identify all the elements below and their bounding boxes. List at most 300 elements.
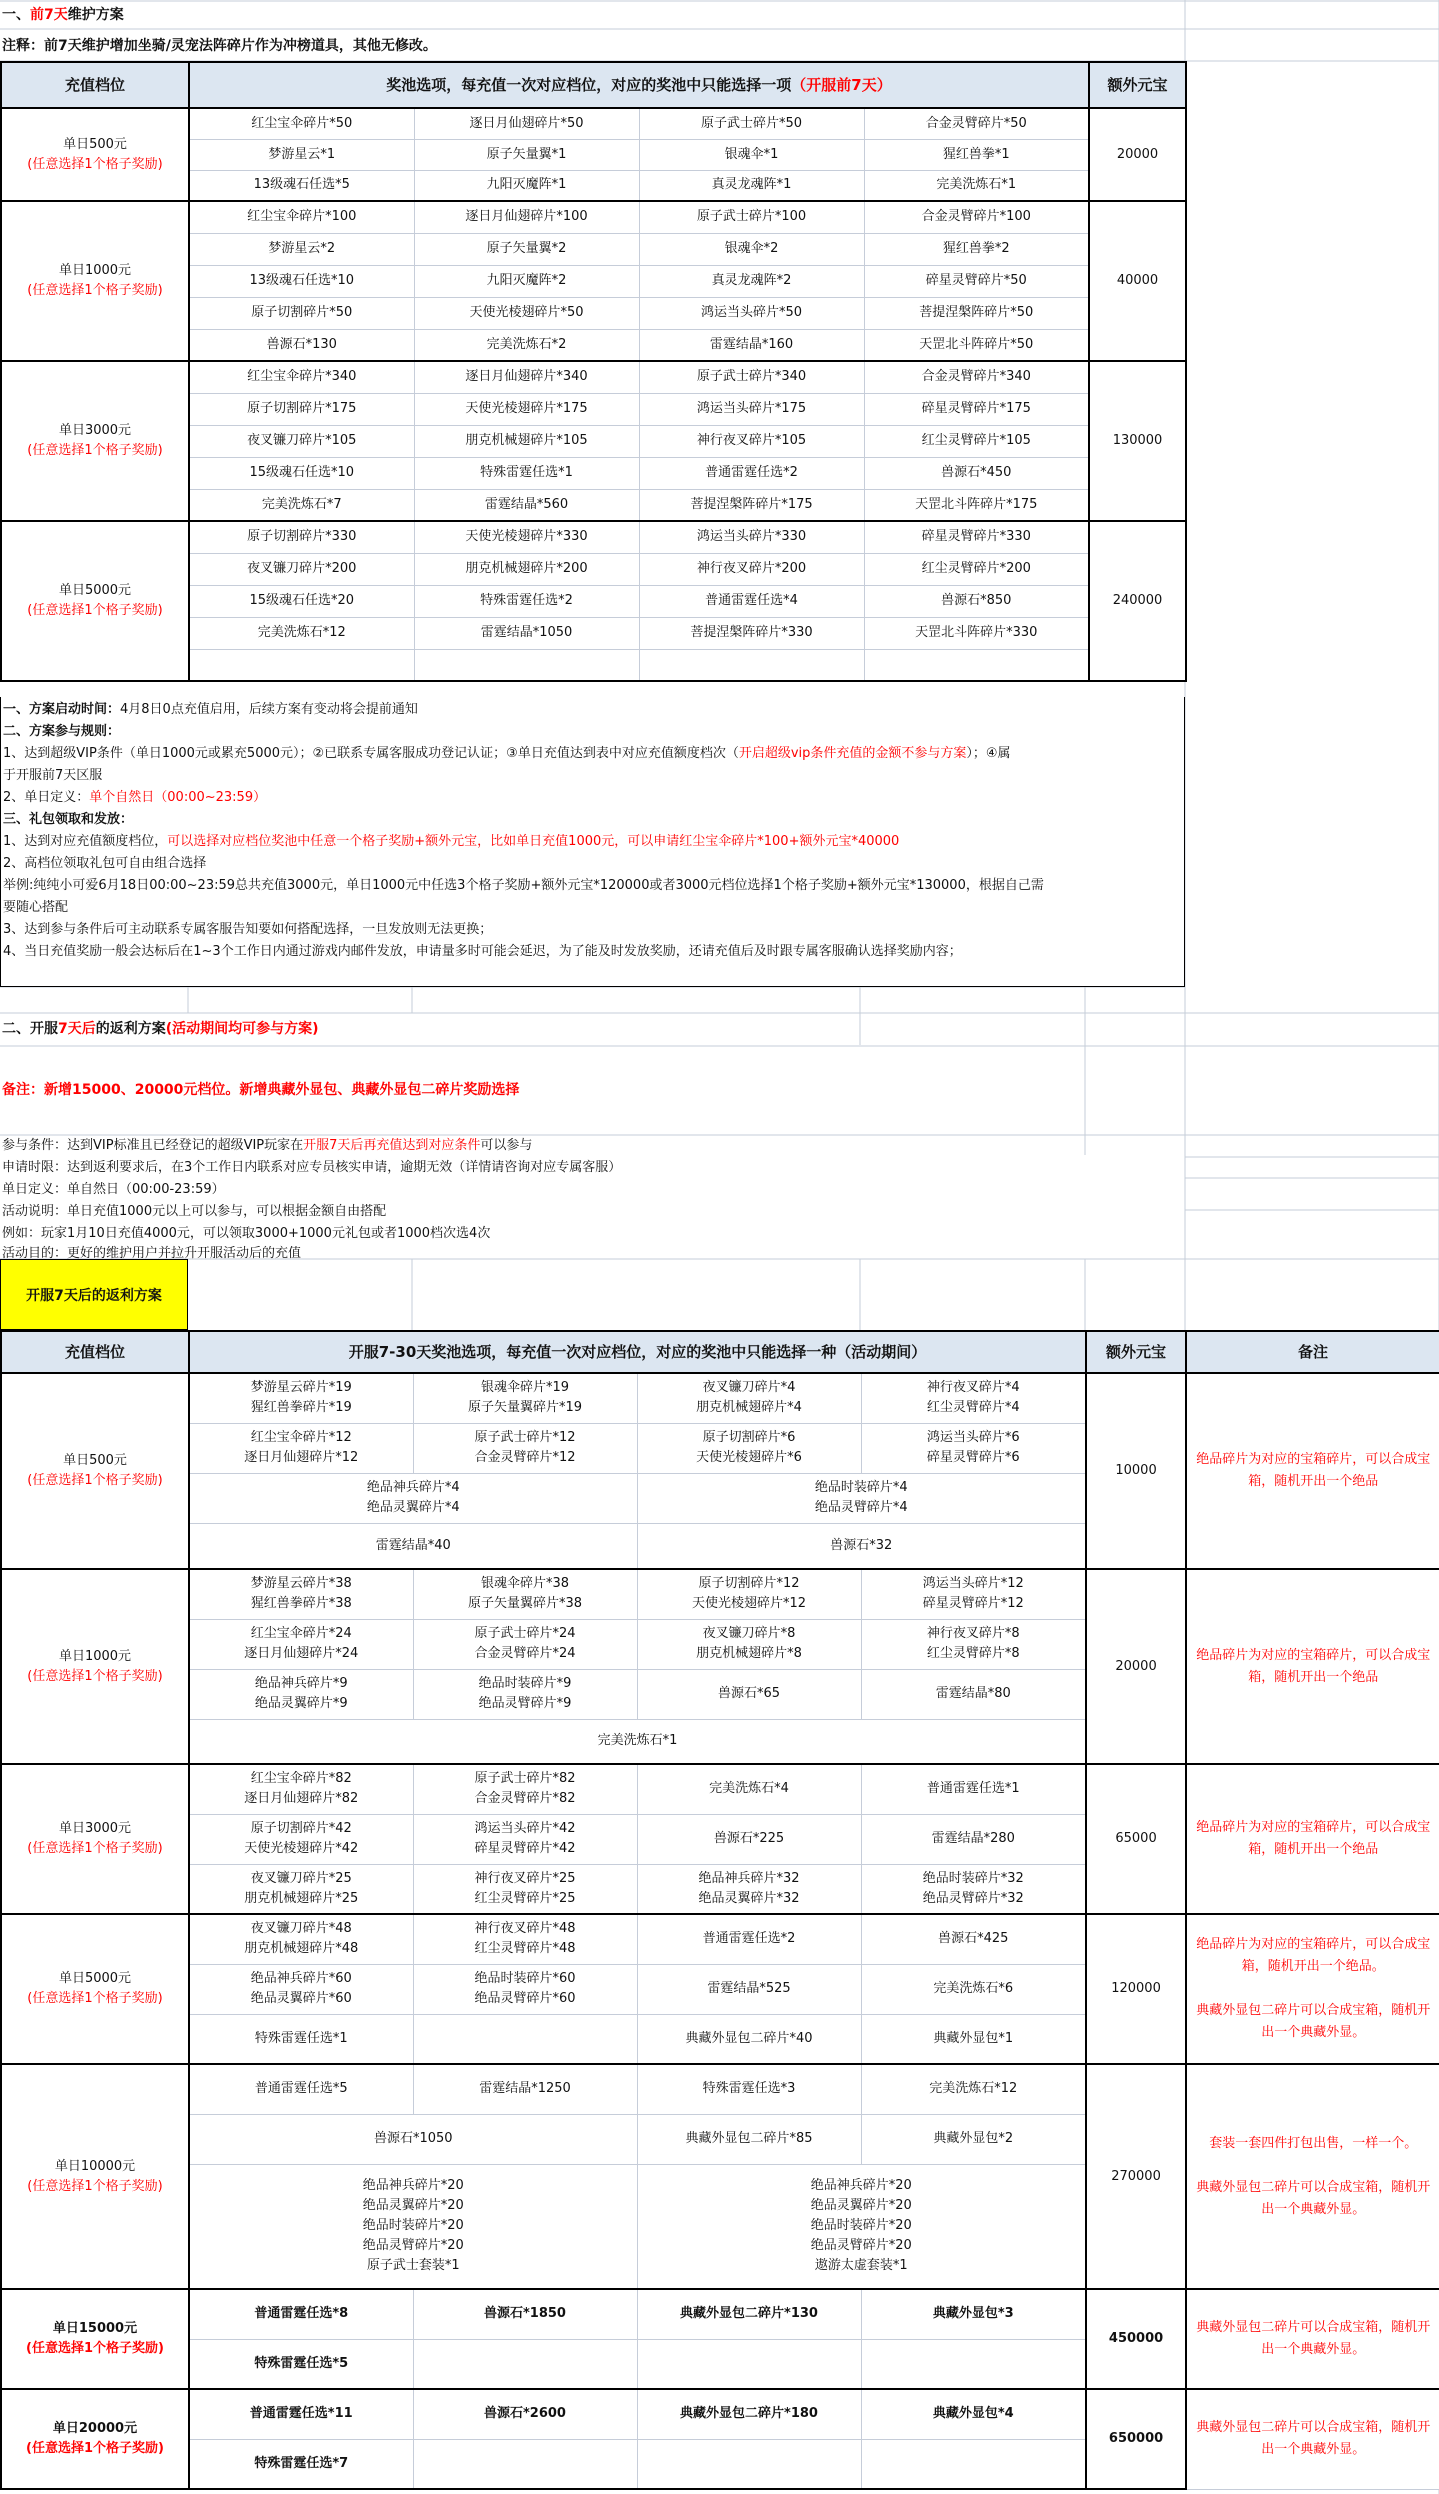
- tier-label: 单日10000元: [54, 2158, 136, 2174]
- reward-cell: 红尘灵臂碎片*105: [864, 425, 1089, 457]
- reward-cell: 天罡北斗阵碎片*330: [864, 617, 1089, 649]
- reward-cell: 朋克机械翅碎片*105: [414, 425, 639, 457]
- reward-item: 神行夜叉碎片*48: [474, 1921, 576, 1937]
- reward-cell: 红尘宝伞碎片*340: [189, 361, 414, 393]
- reward-cell: [413, 2339, 637, 2389]
- reward-item: 碎星灵臂碎片*42: [474, 1841, 576, 1856]
- rule-launch-label: 一、方案启动时间：: [3, 702, 121, 717]
- tier-sub-label: (任意选择1个格子奖励): [27, 283, 163, 298]
- reward-item: 完美洗炼石*4: [709, 1781, 789, 1797]
- reward-cell: [189, 1669, 413, 1719]
- tier-sub-label: (任意选择1个格子奖励): [27, 443, 163, 458]
- reward-item: 雷霆结晶*40: [375, 1537, 451, 1553]
- reward-item: 绝品灵翼碎片*20: [810, 2198, 912, 2214]
- reward-item: 绝品时装碎片*4: [814, 1480, 908, 1495]
- table-row: [1, 1764, 1439, 1814]
- reward-item: 绝品时装碎片*32: [922, 1870, 1024, 1886]
- reward-cell: 特殊雷霆任选*2: [414, 585, 639, 617]
- reward-cell: [861, 1814, 1086, 1864]
- tier-cell: [1, 201, 189, 361]
- reward-cell: [189, 2014, 413, 2064]
- reward-cell: 普通雷霆任选*8: [189, 2289, 413, 2339]
- reward-item: 红尘灵臂碎片*48: [474, 1941, 576, 1957]
- note-text: 绝品碎片为对应的宝箱碎片，可以合成宝箱，随机开出一个绝品。: [1196, 1937, 1431, 1974]
- reward-cell: [861, 1669, 1086, 1719]
- rule-example-cont: 要随心搭配: [3, 900, 69, 915]
- reward-item: 碎星灵臂碎片*6: [926, 1450, 1020, 1465]
- section1-title-highlight: 前7天: [30, 7, 68, 23]
- reward-item: 逐日月仙翅碎片*82: [244, 1791, 359, 1807]
- tier-label: 单日3000元: [58, 1821, 132, 1836]
- reward-cell: 典藏外显包*2: [861, 2114, 1086, 2164]
- reward-cell: 完美洗炼石*12: [861, 2064, 1086, 2114]
- rule-launch-text: 4月8日0点充值启用，后续方案有变动将会提前通知: [120, 702, 418, 717]
- reward-cell: 特殊雷霆任选*3: [637, 2064, 861, 2114]
- section2-description: 活动说明：单日充值1000元以上可以参与，可以根据金额自由搭配: [2, 1204, 387, 1219]
- reward-item: 原子切割碎片*6: [702, 1430, 796, 1445]
- reward-cell: [637, 1423, 861, 1473]
- reward-cell: 碎星灵臂碎片*175: [864, 393, 1089, 425]
- reward-cell: 菩提涅槃阵碎片*175: [639, 489, 864, 521]
- header-pool-text: 奖池选项，每充值一次对应档位，对应的奖池中只能选择一项: [386, 76, 792, 94]
- reward-cell: 雷霆结晶*160: [639, 329, 864, 361]
- reward-cell: 典藏外显包*4: [861, 2389, 1086, 2439]
- reward-item: 红尘宝伞碎片*82: [250, 1771, 352, 1787]
- reward-cell: [413, 1423, 637, 1473]
- reward-cell: 红尘灵臂碎片*200: [864, 553, 1089, 585]
- reward-item: 绝品灵臂碎片*9: [478, 1696, 572, 1711]
- reward-cell: 典藏外显包*3: [861, 2289, 1086, 2339]
- header-pool: [189, 62, 1089, 108]
- reward-cell: [861, 1619, 1086, 1669]
- reward-cell: 15级魂石任选*20: [189, 585, 414, 617]
- reward-item: 红尘灵臂碎片*4: [926, 1400, 1020, 1416]
- reward-cell: 鸿运当头碎片*330: [639, 521, 864, 553]
- rule-vip-b: ）；④属: [966, 746, 1011, 761]
- reward-cell: [189, 1814, 413, 1864]
- reward-item: 兽源石*225: [713, 1831, 785, 1846]
- reward-cell: 真灵龙魂阵*1: [639, 170, 864, 201]
- reward-item: 天使光棱翅碎片*12: [691, 1596, 807, 1612]
- section1-title-suffix: 维护方案: [67, 7, 124, 23]
- reward-cell: 完美洗炼石*7: [189, 489, 414, 521]
- rule-distribution-heading: 三、礼包领取和发放：: [3, 812, 134, 827]
- reward-cell: 特殊雷霆任选*7: [189, 2439, 413, 2489]
- section1-title-prefix: 一、: [2, 7, 30, 23]
- reward-cell: 原子切割碎片*330: [189, 521, 414, 553]
- bonus-cell: 270000: [1086, 2064, 1186, 2289]
- reward-cell: 银魂伞*2: [639, 233, 864, 265]
- reward-item: 原子矢量翼碎片*38: [467, 1596, 583, 1612]
- reward-cell: [861, 1569, 1086, 1619]
- table-row: [1, 108, 1186, 139]
- tier-cell: [1, 1914, 189, 2064]
- reward-item: 绝品神兵碎片*32: [698, 1870, 800, 1886]
- note-cell: [1186, 1569, 1439, 1764]
- reward-cell: 猩红兽拳*2: [864, 233, 1089, 265]
- reward-cell: 原子切割碎片*175: [189, 393, 414, 425]
- reward-set-cell: [189, 2164, 637, 2289]
- reward-cell: 原子矢量翼*1: [414, 139, 639, 170]
- header-bonus: 额外元宝: [1086, 1331, 1186, 1373]
- reward-item: 绝品神兵碎片*20: [810, 2178, 912, 2194]
- reward-cell: 碎星灵臂碎片*330: [864, 521, 1089, 553]
- reward-cell: 神行夜叉碎片*200: [639, 553, 864, 585]
- rule-distribution-4: 4、当日充值奖励一般会达标后在1~3个工作日内通过游戏内邮件发放，申请量多时可能会延迟，为了能及时发放奖励，还请充值后及时跟专属客服确认选择奖励内容；: [3, 944, 962, 959]
- reward-item: 兽源石*425: [938, 1931, 1009, 1947]
- reward-cell: 合金灵臂碎片*50: [864, 108, 1089, 139]
- note-text: 绝品碎片为对应的宝箱碎片，可以合成宝箱，随机开出一个绝品: [1196, 1820, 1431, 1857]
- header-tier: 充值档位: [1, 1331, 189, 1373]
- reward-cell: [637, 2439, 861, 2489]
- rule-launch-time: [3, 699, 418, 721]
- reward-item: 遨游太虚套装*1: [814, 2258, 908, 2274]
- reward-cell: [189, 1764, 413, 1814]
- tier-label: 单日500元: [63, 136, 127, 152]
- reward-cell: [637, 1619, 861, 1669]
- tier-sub-label: (任意选择1个格子奖励): [27, 1841, 163, 1856]
- reward-item: 绝品灵翼碎片*60: [250, 1991, 352, 2006]
- reward-cell: [637, 2014, 861, 2064]
- reward-item: 碎星灵臂碎片*12: [922, 1596, 1024, 1612]
- reward-cell: 原子武士碎片*100: [639, 201, 864, 233]
- reward-item: 猩红兽拳碎片*19: [250, 1400, 352, 1416]
- reward-cell: [861, 2014, 1086, 2064]
- reward-item: 原子矢量翼碎片*19: [467, 1400, 583, 1416]
- reward-cell: [413, 1619, 637, 1669]
- tier-cell: [1, 2289, 189, 2389]
- rule-vip-condition: [3, 743, 1011, 765]
- reward-item: 原子武士碎片*12: [474, 1430, 576, 1445]
- reward-cell: 天罡北斗阵碎片*50: [864, 329, 1089, 361]
- table-row: [1, 201, 1186, 233]
- tier-sub-label: (任意选择1个格子奖励): [27, 1991, 163, 2006]
- table-row: [1, 521, 1186, 553]
- reward-cell: 红尘宝伞碎片*100: [189, 201, 414, 233]
- tier-cell: [1, 2064, 189, 2289]
- condition-red: 开服7天后再充值达到对应条件: [303, 1138, 481, 1153]
- note-cell: [1186, 2389, 1439, 2489]
- note-text-2: 典藏外显包二碎片可以合成宝箱，随机开出一个典藏外显。: [1196, 2003, 1431, 2040]
- reward-cell: [189, 649, 414, 681]
- header-pool-highlight: （开服前7天）: [791, 76, 892, 94]
- reward-cell: [413, 1864, 637, 1914]
- reward-cell: [637, 1864, 861, 1914]
- reward-item: 普通雷霆任选*1: [926, 1781, 1020, 1797]
- bonus-cell: 40000: [1089, 201, 1186, 361]
- reward-cell: [413, 1669, 637, 1719]
- section2-purpose: 活动目的：更好的维护用户并拉升开服活动后的充值: [2, 1246, 302, 1259]
- reward-item: 绝品灵翼碎片*20: [362, 2198, 464, 2214]
- reward-cell: 红尘宝伞碎片*50: [189, 108, 414, 139]
- reward-item: 朋克机械翅碎片*8: [696, 1646, 802, 1661]
- reward-cell: [413, 2439, 637, 2489]
- reward-cell: [637, 1523, 1086, 1569]
- rule-vip-red: 开启超级vip条件充值的金额不参与方案: [738, 746, 967, 761]
- section2-remark: 备注：新增15000、20000元档位。新增典藏外显包、典藏外显包二碎片奖励选择: [2, 1082, 520, 1098]
- reward-cell: 兽源石*450: [864, 457, 1089, 489]
- note-text: 典藏外显包二碎片可以合成宝箱，随机开出一个典藏外显。: [1196, 2420, 1431, 2458]
- reward-item: 绝品灵翼碎片*9: [254, 1696, 348, 1711]
- reward-cell: [189, 1914, 413, 1964]
- reward-item: 红尘灵臂碎片*8: [926, 1646, 1020, 1661]
- bonus-cell: 240000: [1089, 521, 1186, 681]
- header-pool: 开服7-30天奖池选项，每充值一次对应档位，对应的奖池中只能选择一种（活动期间）: [189, 1331, 1086, 1373]
- reward-cell: 天使光棱翅碎片*330: [414, 521, 639, 553]
- rule-vip-condition-cont: 于开服前7天区服: [3, 768, 103, 783]
- bonus-cell: 650000: [1086, 2389, 1186, 2489]
- section2-yellow-label: 开服7天后的返利方案: [0, 1259, 188, 1330]
- tier-cell: [1, 2389, 189, 2489]
- reward-cell: 逐日月仙翅碎片*50: [414, 108, 639, 139]
- table-row: [1, 2064, 1439, 2114]
- reward-cell: 真灵龙魂阵*2: [639, 265, 864, 297]
- reward-cell: [413, 1814, 637, 1864]
- reward-item: 绝品灵臂碎片*4: [814, 1500, 908, 1515]
- note-cell: [1186, 1914, 1439, 2064]
- tier-label: 单日5000元: [58, 583, 132, 598]
- reward-cell: 雷霆结晶*1050: [414, 617, 639, 649]
- rule-day-label: 2、单日定义：: [3, 790, 90, 805]
- tier-label: 单日3000元: [58, 423, 132, 438]
- rule-distribution-2: 2、高档位领取礼包可自由组合选择: [3, 856, 207, 871]
- reward-cell: 特殊雷霆任选*1: [414, 457, 639, 489]
- section1-title: [2, 4, 124, 26]
- tier-label: 单日20000元: [52, 2421, 138, 2436]
- reward-cell: [637, 1373, 861, 1423]
- reward-cell: 菩提涅槃阵碎片*330: [639, 617, 864, 649]
- bonus-cell: 65000: [1086, 1764, 1186, 1914]
- reward-item: 朋克机械翅碎片*48: [244, 1941, 359, 1957]
- tier-cell: [1, 521, 189, 681]
- reward-item: 普通雷霆任选*2: [702, 1931, 796, 1947]
- reward-item: 绝品神兵碎片*4: [366, 1480, 460, 1495]
- reward-item: 完美洗炼石*6: [933, 1981, 1014, 1996]
- note-cell: [1186, 2289, 1439, 2389]
- reward-item: 朋克机械翅碎片*25: [244, 1890, 359, 1906]
- table-row: [1, 2389, 1439, 2439]
- note-cell: [1186, 1373, 1439, 1569]
- tier-sub-label: (任意选择1个格子奖励): [27, 2178, 163, 2194]
- bonus-cell: 130000: [1089, 361, 1186, 521]
- reward-cell: 兽源石*2600: [413, 2389, 637, 2439]
- reward-cell: [189, 1473, 637, 1523]
- note-cell: [1186, 2064, 1439, 2289]
- reward-cell: [189, 1523, 637, 1569]
- table-row: [1, 1914, 1439, 1964]
- reward-cell: 典藏外显包二碎片*130: [637, 2289, 861, 2339]
- header-bonus: 额外元宝: [1089, 62, 1186, 108]
- reward-cell: [413, 1914, 637, 1964]
- condition-a: 参与条件：达到VIP标准且已经登记的超级VIP玩家在: [2, 1138, 304, 1153]
- rule-day-value: 单个自然日（00:00~23:59）: [89, 790, 267, 805]
- reward-cell: [413, 2014, 637, 2064]
- reward-item: 红尘宝伞碎片*24: [250, 1626, 352, 1641]
- reward-cell: 原子武士碎片*50: [639, 108, 864, 139]
- reward-item: 绝品灵臂碎片*20: [810, 2238, 912, 2254]
- reward-item: 夜叉镰刀碎片*4: [702, 1380, 796, 1396]
- table-row: [1, 1569, 1439, 1619]
- reward-cell: 普通雷霆任选*11: [189, 2389, 413, 2439]
- reward-item: 鸿运当头碎片*12: [922, 1576, 1024, 1592]
- section2-title-highlight: 7天后: [58, 1021, 96, 1037]
- reward-cell: 雷霆结晶*560: [414, 489, 639, 521]
- reward-cell: [637, 2339, 861, 2389]
- reward-item: 绝品灵臂碎片*32: [922, 1890, 1024, 1906]
- reward-cell: [637, 1669, 861, 1719]
- reward-cell: [861, 1764, 1086, 1814]
- reward-cell: [861, 2439, 1086, 2489]
- reward-item: 雷霆结晶*80: [935, 1686, 1011, 1701]
- reward-item: 绝品神兵碎片*20: [362, 2178, 464, 2194]
- reward-cell: 天使光棱翅碎片*175: [414, 393, 639, 425]
- rule-day-definition: [3, 787, 266, 809]
- reward-item: 兽源石*65: [717, 1686, 781, 1701]
- reward-cell: 原子切割碎片*50: [189, 297, 414, 329]
- reward-item: 夜叉镰刀碎片*8: [702, 1626, 796, 1641]
- note-text: 绝品碎片为对应的宝箱碎片，可以合成宝箱，随机开出一个绝品: [1196, 1647, 1431, 1685]
- reward-item: 猩红兽拳碎片*38: [250, 1596, 352, 1612]
- reward-cell: 普通雷霆任选*4: [639, 585, 864, 617]
- tier-sub-label: (任意选择1个格子奖励): [27, 603, 163, 618]
- reward-cell: [637, 1964, 861, 2014]
- rule-distribution-1: [3, 831, 899, 853]
- reward-cell: 典藏外显包二碎片*85: [637, 2114, 861, 2164]
- section2-title: [2, 1018, 319, 1040]
- reward-item: 绝品时装碎片*20: [810, 2218, 912, 2234]
- reward-cell: 15级魂石任选*10: [189, 457, 414, 489]
- reward-cell: 合金灵臂碎片*340: [864, 361, 1089, 393]
- tier-label: 单日1000元: [58, 263, 132, 278]
- reward-cell: 逐日月仙翅碎片*340: [414, 361, 639, 393]
- reward-item: 典藏外显包二碎片*40: [685, 2030, 813, 2046]
- reward-cell: [189, 1373, 413, 1423]
- tier-cell: [1, 1764, 189, 1914]
- section1-annotation: 注释：前7天维护增加坐骑/灵宠法阵碎片作为冲榜道具，其他无修改。: [2, 38, 437, 54]
- reward-item: 神行夜叉碎片*25: [474, 1870, 576, 1886]
- reward-cell: 典藏外显包二碎片*180: [637, 2389, 861, 2439]
- reward-item: 夜叉镰刀碎片*25: [250, 1870, 352, 1886]
- section2-apply-deadline: 申请时限：达到返利要求后，在3个工作日内联系对应专员核实申请，逾期无效（详情请咨询对应专属客服）: [2, 1160, 622, 1175]
- reward-item: 雷霆结晶*280: [931, 1831, 1015, 1846]
- rule-example: 举例:纯纯小可爱6月18日00:00~23:59总共充值3000元，单日1000元中任选3个格子奖励+额外元宝*120000或者3000元档位选择1个格子奖励+额外元宝*130000，根据自己需: [3, 878, 1044, 893]
- reward-cell: [189, 1619, 413, 1669]
- reward-cell: 猩红兽拳*1: [864, 139, 1089, 170]
- reward-item: 绝品神兵碎片*60: [250, 1971, 352, 1986]
- table-row: [1, 361, 1186, 393]
- reward-cell: 梦游星云*1: [189, 139, 414, 170]
- reward-item: 典藏外显包*1: [933, 2030, 1014, 2046]
- reward-item: 兽源石*32: [830, 1537, 893, 1553]
- reward-item: 银魂伞碎片*19: [480, 1380, 570, 1396]
- reward-item: 逐日月仙翅碎片*12: [244, 1450, 359, 1465]
- rule-vip-a: 1、达到超级VIP条件（单日1000元或累充5000元）；②已联系专属客服成功登记认证；③单日充值达到表中对应充值额度档次（: [3, 746, 739, 761]
- reward-item: 绝品时装碎片*9: [478, 1676, 572, 1691]
- reward-cell: 完美洗炼石*1: [864, 170, 1089, 201]
- tier-cell: [1, 1569, 189, 1764]
- tier-label: 单日1000元: [58, 1648, 132, 1664]
- reward-cell: 神行夜叉碎片*105: [639, 425, 864, 457]
- note-text: 绝品碎片为对应的宝箱碎片，可以合成宝箱，随机开出一个绝品: [1196, 1452, 1431, 1489]
- bonus-cell: 20000: [1089, 108, 1186, 201]
- condition-b: 可以参与: [480, 1138, 533, 1153]
- reward-cell: 天罡北斗阵碎片*175: [864, 489, 1089, 521]
- reward-item: 原子武士碎片*24: [474, 1626, 576, 1641]
- tier-sub-label: (任意选择1个格子奖励): [27, 156, 163, 172]
- bonus-cell: 120000: [1086, 1914, 1186, 2064]
- tier-sub-label: (任意选择1个格子奖励): [27, 1668, 163, 1684]
- section2-reward-table: [0, 1330, 1439, 2490]
- rule-distribution-3: 3、达到参与条件后可主动联系专属客服告知要如何搭配选择，一旦发放则无法更换；: [3, 922, 493, 937]
- bonus-cell: 450000: [1086, 2289, 1186, 2389]
- reward-cell: [637, 1569, 861, 1619]
- tier-label: 单日15000元: [52, 2321, 138, 2336]
- reward-item: 梦游星云碎片*19: [250, 1380, 352, 1396]
- tier-sub-label: (任意选择1个格子奖励): [27, 1473, 163, 1488]
- note-cell: [1186, 1764, 1439, 1914]
- reward-cell: [413, 1373, 637, 1423]
- reward-cell: [861, 2339, 1086, 2389]
- section1-rules: [0, 697, 1185, 987]
- section2-title-prefix: 二、开服: [2, 1021, 58, 1037]
- note-spacer: [1191, 1978, 1436, 2000]
- bonus-cell: 20000: [1086, 1569, 1186, 1764]
- reward-cell: [413, 1569, 637, 1619]
- reward-cell: [861, 1373, 1086, 1423]
- reward-set-cell: [637, 2164, 1086, 2289]
- reward-cell: [861, 1864, 1086, 1914]
- reward-cell: 碎星灵臂碎片*50: [864, 265, 1089, 297]
- reward-cell: 雷霆结晶*1250: [413, 2064, 637, 2114]
- reward-item: 神行夜叉碎片*4: [926, 1380, 1020, 1396]
- reward-cell: [189, 1964, 413, 2014]
- reward-item: 合金灵臂碎片*12: [474, 1450, 576, 1465]
- reward-item: 朋克机械翅碎片*4: [696, 1400, 802, 1416]
- reward-item: 鸿运当头碎片*42: [474, 1821, 576, 1836]
- reward-cell: 13级魂石任选*5: [189, 170, 414, 201]
- reward-cell: 夜叉镰刀碎片*105: [189, 425, 414, 457]
- reward-cell: 鸿运当头碎片*50: [639, 297, 864, 329]
- header-note: 备注: [1186, 1331, 1439, 1373]
- reward-item: 天使光棱翅碎片*6: [696, 1450, 802, 1465]
- reward-cell: 朋克机械翅碎片*200: [414, 553, 639, 585]
- reward-item: 雷霆结晶*525: [707, 1981, 791, 1996]
- reward-cell: 九阳灭魔阵*1: [414, 170, 639, 201]
- reward-item: 夜叉镰刀碎片*48: [250, 1921, 352, 1937]
- reward-cell: 梦游星云*2: [189, 233, 414, 265]
- reward-item: 天使光棱翅碎片*42: [244, 1841, 359, 1856]
- section2-condition: [2, 1135, 532, 1157]
- reward-cell: [637, 1914, 861, 1964]
- reward-cell: [413, 1764, 637, 1814]
- tier-label: 单日500元: [63, 1453, 127, 1468]
- reward-item: 红尘宝伞碎片*12: [250, 1430, 352, 1445]
- table-row: [1, 2289, 1439, 2339]
- table-row: [1, 1373, 1439, 1423]
- reward-cell: [861, 1964, 1086, 2014]
- reward-cell: 普通雷霆任选*5: [189, 2064, 413, 2114]
- reward-item: 梦游星云碎片*38: [250, 1576, 352, 1592]
- reward-item: 绝品神兵碎片*9: [254, 1676, 348, 1691]
- rule-participation-heading: 二、方案参与规则：: [3, 724, 121, 739]
- note-text: 套装一套四件打包出售，一样一个。: [1209, 2135, 1418, 2151]
- note-spacer: [1191, 2155, 1436, 2177]
- reward-cell: [413, 1964, 637, 2014]
- reward-item: 原子切割碎片*42: [250, 1821, 352, 1836]
- reward-item: 特殊雷霆任选*1: [254, 2030, 348, 2046]
- tier-cell: [1, 361, 189, 521]
- reward-item: 合金灵臂碎片*82: [474, 1791, 576, 1807]
